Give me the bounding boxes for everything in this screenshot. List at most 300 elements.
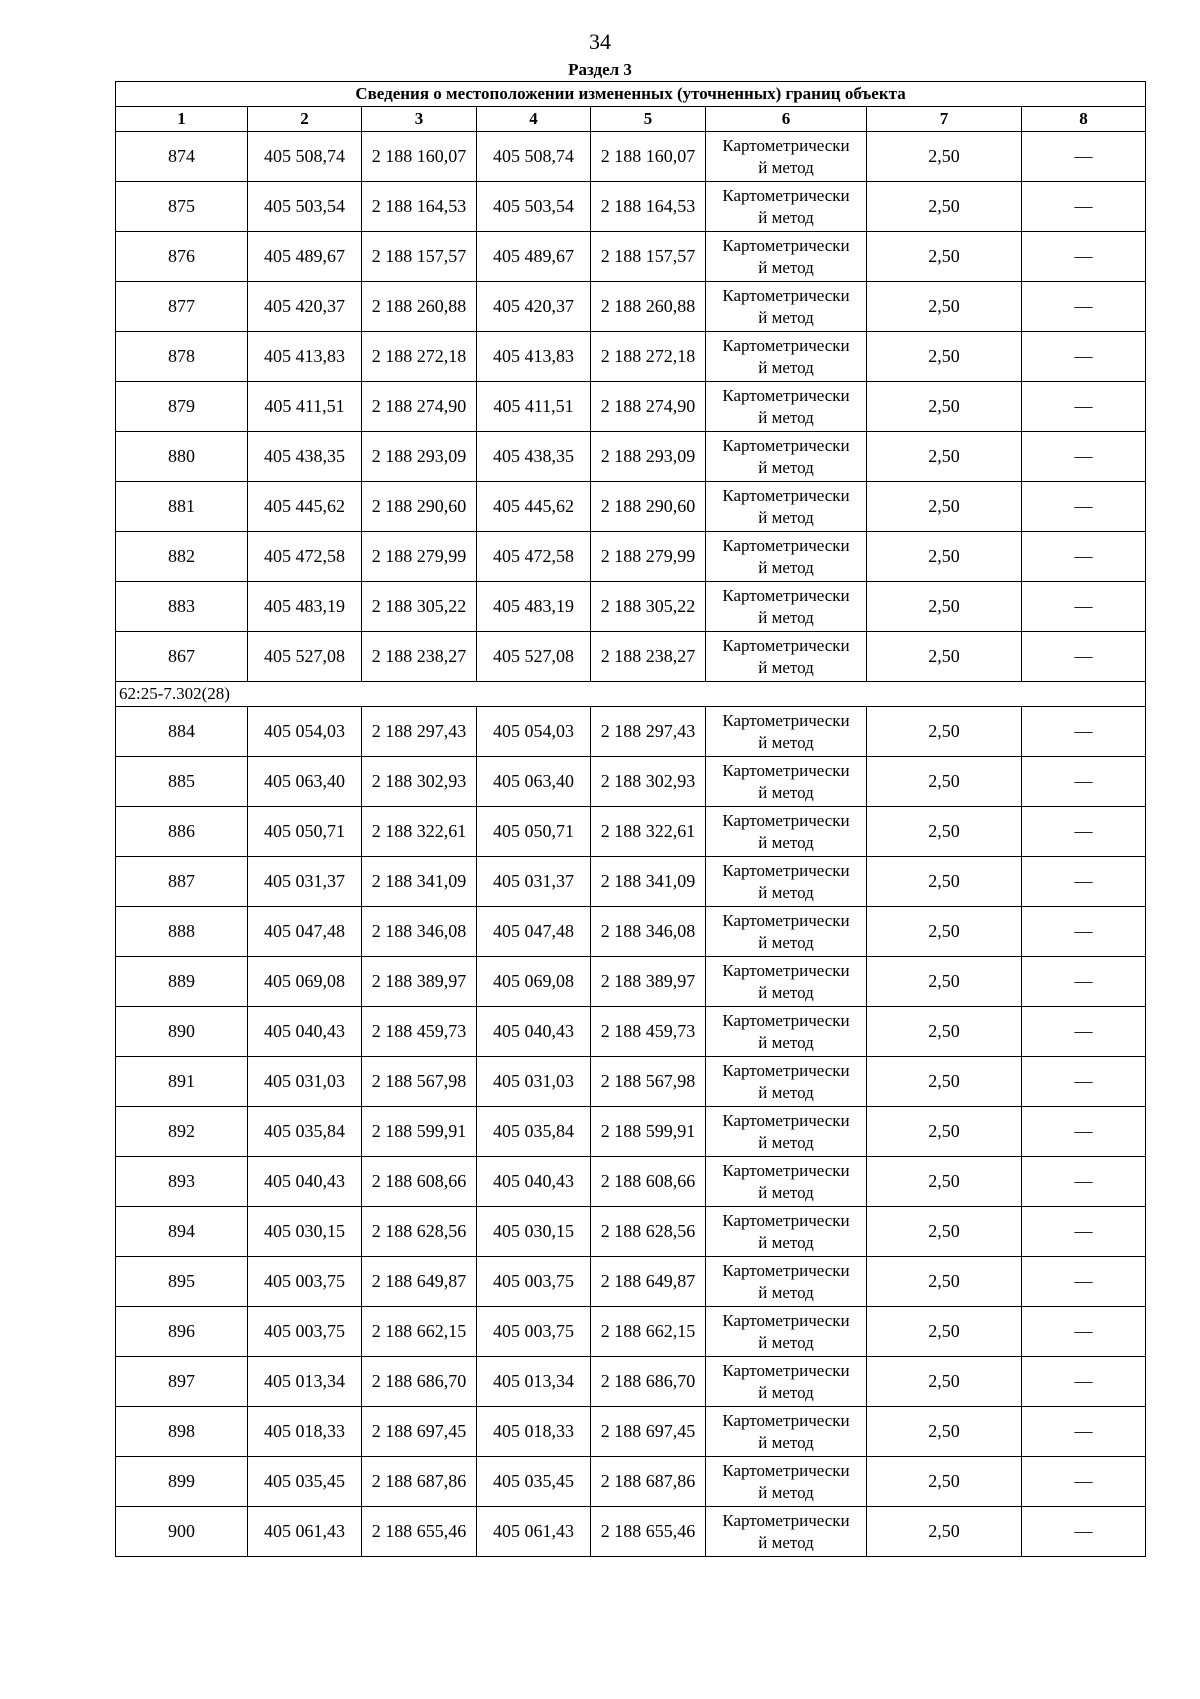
point-number-cell: 876	[116, 232, 248, 282]
new-y-cell: 2 188 686,70	[591, 1357, 706, 1407]
accuracy-cell: 2,50	[867, 382, 1022, 432]
old-x-cell: 405 527,08	[248, 632, 362, 682]
old-x-cell: 405 031,03	[248, 1057, 362, 1107]
new-y-cell: 2 188 346,08	[591, 907, 706, 957]
method-text: Картометрически	[722, 485, 850, 505]
note-cell: —	[1022, 482, 1146, 532]
accuracy-cell: 2,50	[867, 182, 1022, 232]
note-cell: —	[1022, 332, 1146, 382]
point-number-cell: 890	[116, 1007, 248, 1057]
new-y-cell: 2 188 459,73	[591, 1007, 706, 1057]
point-number-cell: 894	[116, 1207, 248, 1257]
new-x-cell: 405 445,62	[477, 482, 591, 532]
old-x-cell: 405 489,67	[248, 232, 362, 282]
column-number: 2	[248, 107, 362, 132]
method-text: Картометрически	[722, 1060, 850, 1080]
table-row	[116, 232, 1146, 282]
new-y-cell: 2 188 290,60	[591, 482, 706, 532]
column-number: 7	[867, 107, 1022, 132]
new-x-cell: 405 061,43	[477, 1507, 591, 1557]
note-cell: —	[1022, 1007, 1146, 1057]
method-cell	[706, 1507, 867, 1557]
new-y-cell: 2 188 628,56	[591, 1207, 706, 1257]
old-x-cell: 405 438,35	[248, 432, 362, 482]
old-y-cell: 2 188 687,86	[362, 1457, 477, 1507]
new-y-cell: 2 188 322,61	[591, 807, 706, 857]
point-number-cell: 897	[116, 1357, 248, 1407]
old-x-cell: 405 063,40	[248, 757, 362, 807]
table-row	[116, 1507, 1146, 1557]
new-y-cell: 2 188 238,27	[591, 632, 706, 682]
table-row	[116, 632, 1146, 682]
method-text: Картометрически	[722, 235, 850, 255]
method-text: Картометрически	[722, 1510, 850, 1530]
method-text: й метод	[758, 732, 814, 752]
old-y-cell: 2 188 160,07	[362, 132, 477, 182]
old-y-cell: 2 188 389,97	[362, 957, 477, 1007]
point-number-cell: 887	[116, 857, 248, 907]
new-x-cell: 405 472,58	[477, 532, 591, 582]
method-cell	[706, 707, 867, 757]
point-number-cell: 885	[116, 757, 248, 807]
method-cell	[706, 857, 867, 907]
old-x-cell: 405 030,15	[248, 1207, 362, 1257]
table-caption: Сведения о местоположении измененных (уточненных) границ объекта	[116, 82, 1146, 107]
table-row	[116, 1457, 1146, 1507]
old-y-cell: 2 188 655,46	[362, 1507, 477, 1557]
point-number-cell: 886	[116, 807, 248, 857]
method-cell	[706, 1457, 867, 1507]
accuracy-cell: 2,50	[867, 807, 1022, 857]
table-row	[116, 132, 1146, 182]
method-cell	[706, 132, 867, 182]
method-text: Картометрически	[722, 535, 850, 555]
accuracy-cell: 2,50	[867, 1157, 1022, 1207]
table-row	[116, 1257, 1146, 1307]
note-cell: —	[1022, 907, 1146, 957]
method-text: й метод	[758, 1232, 814, 1252]
method-text: й метод	[758, 832, 814, 852]
method-text: й метод	[758, 307, 814, 327]
note-cell: —	[1022, 1357, 1146, 1407]
method-text: й метод	[758, 782, 814, 802]
method-text: й метод	[758, 1082, 814, 1102]
old-y-cell: 2 188 290,60	[362, 482, 477, 532]
method-text: й метод	[758, 657, 814, 677]
new-x-cell: 405 035,84	[477, 1107, 591, 1157]
new-y-cell: 2 188 305,22	[591, 582, 706, 632]
new-x-cell: 405 054,03	[477, 707, 591, 757]
method-text: Картометрически	[722, 1010, 850, 1030]
accuracy-cell: 2,50	[867, 957, 1022, 1007]
new-x-cell: 405 508,74	[477, 132, 591, 182]
note-cell: —	[1022, 282, 1146, 332]
method-cell	[706, 282, 867, 332]
method-text: Картометрически	[722, 1310, 850, 1330]
new-y-cell: 2 188 389,97	[591, 957, 706, 1007]
table-row	[116, 957, 1146, 1007]
method-cell	[706, 432, 867, 482]
old-x-cell: 405 035,45	[248, 1457, 362, 1507]
table-row	[116, 807, 1146, 857]
point-number-cell: 880	[116, 432, 248, 482]
point-number-cell: 892	[116, 1107, 248, 1157]
old-y-cell: 2 188 157,57	[362, 232, 477, 282]
new-y-cell: 2 188 302,93	[591, 757, 706, 807]
accuracy-cell: 2,50	[867, 482, 1022, 532]
old-y-cell: 2 188 302,93	[362, 757, 477, 807]
method-text: Картометрически	[722, 335, 850, 355]
method-text: Картометрически	[722, 860, 850, 880]
table-row	[116, 757, 1146, 807]
table-row	[116, 1107, 1146, 1157]
accuracy-cell: 2,50	[867, 1357, 1022, 1407]
method-text: й метод	[758, 457, 814, 477]
method-text: й метод	[758, 207, 814, 227]
point-number-cell: 882	[116, 532, 248, 582]
old-x-cell: 405 035,84	[248, 1107, 362, 1157]
method-text: Картометрически	[722, 1160, 850, 1180]
old-y-cell: 2 188 341,09	[362, 857, 477, 907]
point-number-cell: 888	[116, 907, 248, 957]
method-text: й метод	[758, 157, 814, 177]
column-number: 1	[116, 107, 248, 132]
accuracy-cell: 2,50	[867, 1407, 1022, 1457]
old-y-cell: 2 188 628,56	[362, 1207, 477, 1257]
method-text: Картометрически	[722, 285, 850, 305]
method-text: й метод	[758, 557, 814, 577]
old-y-cell: 2 188 164,53	[362, 182, 477, 232]
note-cell: —	[1022, 957, 1146, 1007]
method-text: Картометрически	[722, 385, 850, 405]
old-x-cell: 405 420,37	[248, 282, 362, 332]
method-cell	[706, 1307, 867, 1357]
table-row	[116, 432, 1146, 482]
column-number: 8	[1022, 107, 1146, 132]
old-y-cell: 2 188 649,87	[362, 1257, 477, 1307]
table-row	[116, 332, 1146, 382]
new-x-cell: 405 413,83	[477, 332, 591, 382]
point-number-cell: 884	[116, 707, 248, 757]
note-cell: —	[1022, 807, 1146, 857]
old-x-cell: 405 054,03	[248, 707, 362, 757]
method-text: Картометрически	[722, 710, 850, 730]
method-text: й метод	[758, 1132, 814, 1152]
new-y-cell: 2 188 272,18	[591, 332, 706, 382]
method-cell	[706, 957, 867, 1007]
new-x-cell: 405 031,03	[477, 1057, 591, 1107]
new-x-cell: 405 003,75	[477, 1257, 591, 1307]
method-text: Картометрически	[722, 760, 850, 780]
method-cell	[706, 1057, 867, 1107]
note-cell: —	[1022, 1507, 1146, 1557]
accuracy-cell: 2,50	[867, 1107, 1022, 1157]
note-cell: —	[1022, 1307, 1146, 1357]
accuracy-cell: 2,50	[867, 1007, 1022, 1057]
method-cell	[706, 182, 867, 232]
accuracy-cell: 2,50	[867, 232, 1022, 282]
table-row	[116, 707, 1146, 757]
note-cell: —	[1022, 1407, 1146, 1457]
new-x-cell: 405 063,40	[477, 757, 591, 807]
method-cell	[706, 482, 867, 532]
method-text: Картометрически	[722, 1410, 850, 1430]
new-y-cell: 2 188 274,90	[591, 382, 706, 432]
new-y-cell: 2 188 160,07	[591, 132, 706, 182]
method-text: Картометрически	[722, 1210, 850, 1230]
method-cell	[706, 232, 867, 282]
point-number-cell: 879	[116, 382, 248, 432]
new-x-cell: 405 003,75	[477, 1307, 591, 1357]
point-number-cell: 895	[116, 1257, 248, 1307]
accuracy-cell: 2,50	[867, 1457, 1022, 1507]
new-x-cell: 405 035,45	[477, 1457, 591, 1507]
method-text: Картометрически	[722, 585, 850, 605]
new-y-cell: 2 188 649,87	[591, 1257, 706, 1307]
new-x-cell: 405 420,37	[477, 282, 591, 332]
old-y-cell: 2 188 238,27	[362, 632, 477, 682]
table-row	[116, 382, 1146, 432]
method-text: й метод	[758, 1532, 814, 1552]
table-row	[116, 907, 1146, 957]
old-y-cell: 2 188 305,22	[362, 582, 477, 632]
method-text: Картометрически	[722, 1460, 850, 1480]
old-y-cell: 2 188 272,18	[362, 332, 477, 382]
method-text: Картометрически	[722, 910, 850, 930]
accuracy-cell: 2,50	[867, 532, 1022, 582]
new-y-cell: 2 188 164,53	[591, 182, 706, 232]
method-cell	[706, 1007, 867, 1057]
old-y-cell: 2 188 293,09	[362, 432, 477, 482]
method-text: й метод	[758, 1482, 814, 1502]
old-x-cell: 405 031,37	[248, 857, 362, 907]
table-row	[116, 532, 1146, 582]
method-cell	[706, 532, 867, 582]
note-cell: —	[1022, 232, 1146, 282]
method-text: й метод	[758, 932, 814, 952]
accuracy-cell: 2,50	[867, 432, 1022, 482]
group-label: 62:25-7.302(28)	[116, 682, 1146, 707]
note-cell: —	[1022, 582, 1146, 632]
old-x-cell: 405 472,58	[248, 532, 362, 582]
point-number-cell: 878	[116, 332, 248, 382]
point-number-cell: 896	[116, 1307, 248, 1357]
method-text: й метод	[758, 357, 814, 377]
method-cell	[706, 582, 867, 632]
new-y-cell: 2 188 662,15	[591, 1307, 706, 1357]
point-number-cell: 891	[116, 1057, 248, 1107]
table-row	[116, 1157, 1146, 1207]
accuracy-cell: 2,50	[867, 757, 1022, 807]
new-y-cell: 2 188 687,86	[591, 1457, 706, 1507]
method-cell	[706, 807, 867, 857]
point-number-cell: 877	[116, 282, 248, 332]
boundary-table	[115, 81, 1146, 1557]
old-y-cell: 2 188 260,88	[362, 282, 477, 332]
old-y-cell: 2 188 297,43	[362, 707, 477, 757]
old-x-cell: 405 040,43	[248, 1007, 362, 1057]
old-x-cell: 405 013,34	[248, 1357, 362, 1407]
note-cell: —	[1022, 757, 1146, 807]
old-x-cell: 405 503,54	[248, 182, 362, 232]
note-cell: —	[1022, 632, 1146, 682]
point-number-cell: 867	[116, 632, 248, 682]
table-row	[116, 1307, 1146, 1357]
old-y-cell: 2 188 567,98	[362, 1057, 477, 1107]
method-cell	[706, 1207, 867, 1257]
method-text: й метод	[758, 882, 814, 902]
table-row	[116, 1357, 1146, 1407]
method-cell	[706, 907, 867, 957]
note-cell: —	[1022, 132, 1146, 182]
old-y-cell: 2 188 599,91	[362, 1107, 477, 1157]
section-title: Раздел 3	[568, 60, 632, 79]
note-cell: —	[1022, 1107, 1146, 1157]
method-cell	[706, 1107, 867, 1157]
accuracy-cell: 2,50	[867, 632, 1022, 682]
new-x-cell: 405 031,37	[477, 857, 591, 907]
method-cell	[706, 1157, 867, 1207]
accuracy-cell: 2,50	[867, 582, 1022, 632]
group-row	[116, 682, 1146, 707]
new-x-cell: 405 050,71	[477, 807, 591, 857]
point-number-cell: 883	[116, 582, 248, 632]
new-x-cell: 405 411,51	[477, 382, 591, 432]
note-cell: —	[1022, 1157, 1146, 1207]
note-cell: —	[1022, 1457, 1146, 1507]
method-text: Картометрически	[722, 810, 850, 830]
method-text: й метод	[758, 1282, 814, 1302]
accuracy-cell: 2,50	[867, 132, 1022, 182]
note-cell: —	[1022, 1057, 1146, 1107]
method-text: й метод	[758, 507, 814, 527]
old-y-cell: 2 188 697,45	[362, 1407, 477, 1457]
new-x-cell: 405 040,43	[477, 1157, 591, 1207]
accuracy-cell: 2,50	[867, 1057, 1022, 1107]
method-text: Картометрически	[722, 960, 850, 980]
point-number-cell: 889	[116, 957, 248, 1007]
new-x-cell: 405 503,54	[477, 182, 591, 232]
point-number-cell: 893	[116, 1157, 248, 1207]
accuracy-cell: 2,50	[867, 1507, 1022, 1557]
new-y-cell: 2 188 341,09	[591, 857, 706, 907]
method-text: й метод	[758, 1332, 814, 1352]
point-number-cell: 881	[116, 482, 248, 532]
old-y-cell: 2 188 279,99	[362, 532, 477, 582]
new-x-cell: 405 483,19	[477, 582, 591, 632]
old-x-cell: 405 069,08	[248, 957, 362, 1007]
point-number-cell: 898	[116, 1407, 248, 1457]
new-y-cell: 2 188 567,98	[591, 1057, 706, 1107]
note-cell: —	[1022, 1207, 1146, 1257]
accuracy-cell: 2,50	[867, 1257, 1022, 1307]
accuracy-cell: 2,50	[867, 857, 1022, 907]
table-row	[116, 1057, 1146, 1107]
method-text: Картометрически	[722, 135, 850, 155]
old-y-cell: 2 188 608,66	[362, 1157, 477, 1207]
method-cell	[706, 332, 867, 382]
note-cell: —	[1022, 532, 1146, 582]
old-x-cell: 405 040,43	[248, 1157, 362, 1207]
old-x-cell: 405 003,75	[248, 1257, 362, 1307]
accuracy-cell: 2,50	[867, 332, 1022, 382]
table-row	[116, 182, 1146, 232]
table-row	[116, 482, 1146, 532]
method-text: Картометрически	[722, 1260, 850, 1280]
old-x-cell: 405 411,51	[248, 382, 362, 432]
method-cell	[706, 1257, 867, 1307]
new-x-cell: 405 047,48	[477, 907, 591, 957]
old-x-cell: 405 061,43	[248, 1507, 362, 1557]
page-number: 34	[589, 29, 611, 54]
method-cell	[706, 1407, 867, 1457]
note-cell: —	[1022, 707, 1146, 757]
point-number-cell: 874	[116, 132, 248, 182]
method-text: й метод	[758, 982, 814, 1002]
old-x-cell: 405 508,74	[248, 132, 362, 182]
old-x-cell: 405 047,48	[248, 907, 362, 957]
method-text: Картометрически	[722, 435, 850, 455]
accuracy-cell: 2,50	[867, 707, 1022, 757]
point-number-cell: 875	[116, 182, 248, 232]
table-row	[116, 1007, 1146, 1057]
new-x-cell: 405 438,35	[477, 432, 591, 482]
new-y-cell: 2 188 157,57	[591, 232, 706, 282]
note-cell: —	[1022, 432, 1146, 482]
new-x-cell: 405 069,08	[477, 957, 591, 1007]
method-text: Картометрически	[722, 1110, 850, 1130]
old-y-cell: 2 188 274,90	[362, 382, 477, 432]
old-x-cell: 405 018,33	[248, 1407, 362, 1457]
column-number: 4	[477, 107, 591, 132]
old-y-cell: 2 188 346,08	[362, 907, 477, 957]
old-y-cell: 2 188 686,70	[362, 1357, 477, 1407]
method-text: й метод	[758, 257, 814, 277]
old-x-cell: 405 445,62	[248, 482, 362, 532]
method-text: й метод	[758, 1182, 814, 1202]
column-number: 3	[362, 107, 477, 132]
new-y-cell: 2 188 608,66	[591, 1157, 706, 1207]
new-y-cell: 2 188 293,09	[591, 432, 706, 482]
new-x-cell: 405 018,33	[477, 1407, 591, 1457]
accuracy-cell: 2,50	[867, 282, 1022, 332]
column-number: 6	[706, 107, 867, 132]
method-cell	[706, 757, 867, 807]
point-number-cell: 900	[116, 1507, 248, 1557]
method-text: й метод	[758, 1382, 814, 1402]
new-y-cell: 2 188 697,45	[591, 1407, 706, 1457]
new-x-cell: 405 030,15	[477, 1207, 591, 1257]
point-number-cell: 899	[116, 1457, 248, 1507]
method-text: Картометрически	[722, 1360, 850, 1380]
note-cell: —	[1022, 182, 1146, 232]
method-cell	[706, 1357, 867, 1407]
table-row	[116, 857, 1146, 907]
new-x-cell: 405 013,34	[477, 1357, 591, 1407]
method-cell	[706, 382, 867, 432]
method-text: Картометрически	[722, 185, 850, 205]
new-x-cell: 405 040,43	[477, 1007, 591, 1057]
old-y-cell: 2 188 322,61	[362, 807, 477, 857]
method-text: й метод	[758, 407, 814, 427]
new-x-cell: 405 489,67	[477, 232, 591, 282]
new-y-cell: 2 188 599,91	[591, 1107, 706, 1157]
table-body	[116, 132, 1146, 1557]
old-y-cell: 2 188 662,15	[362, 1307, 477, 1357]
table-row	[116, 282, 1146, 332]
method-text: й метод	[758, 607, 814, 627]
column-number-row	[116, 107, 1146, 132]
